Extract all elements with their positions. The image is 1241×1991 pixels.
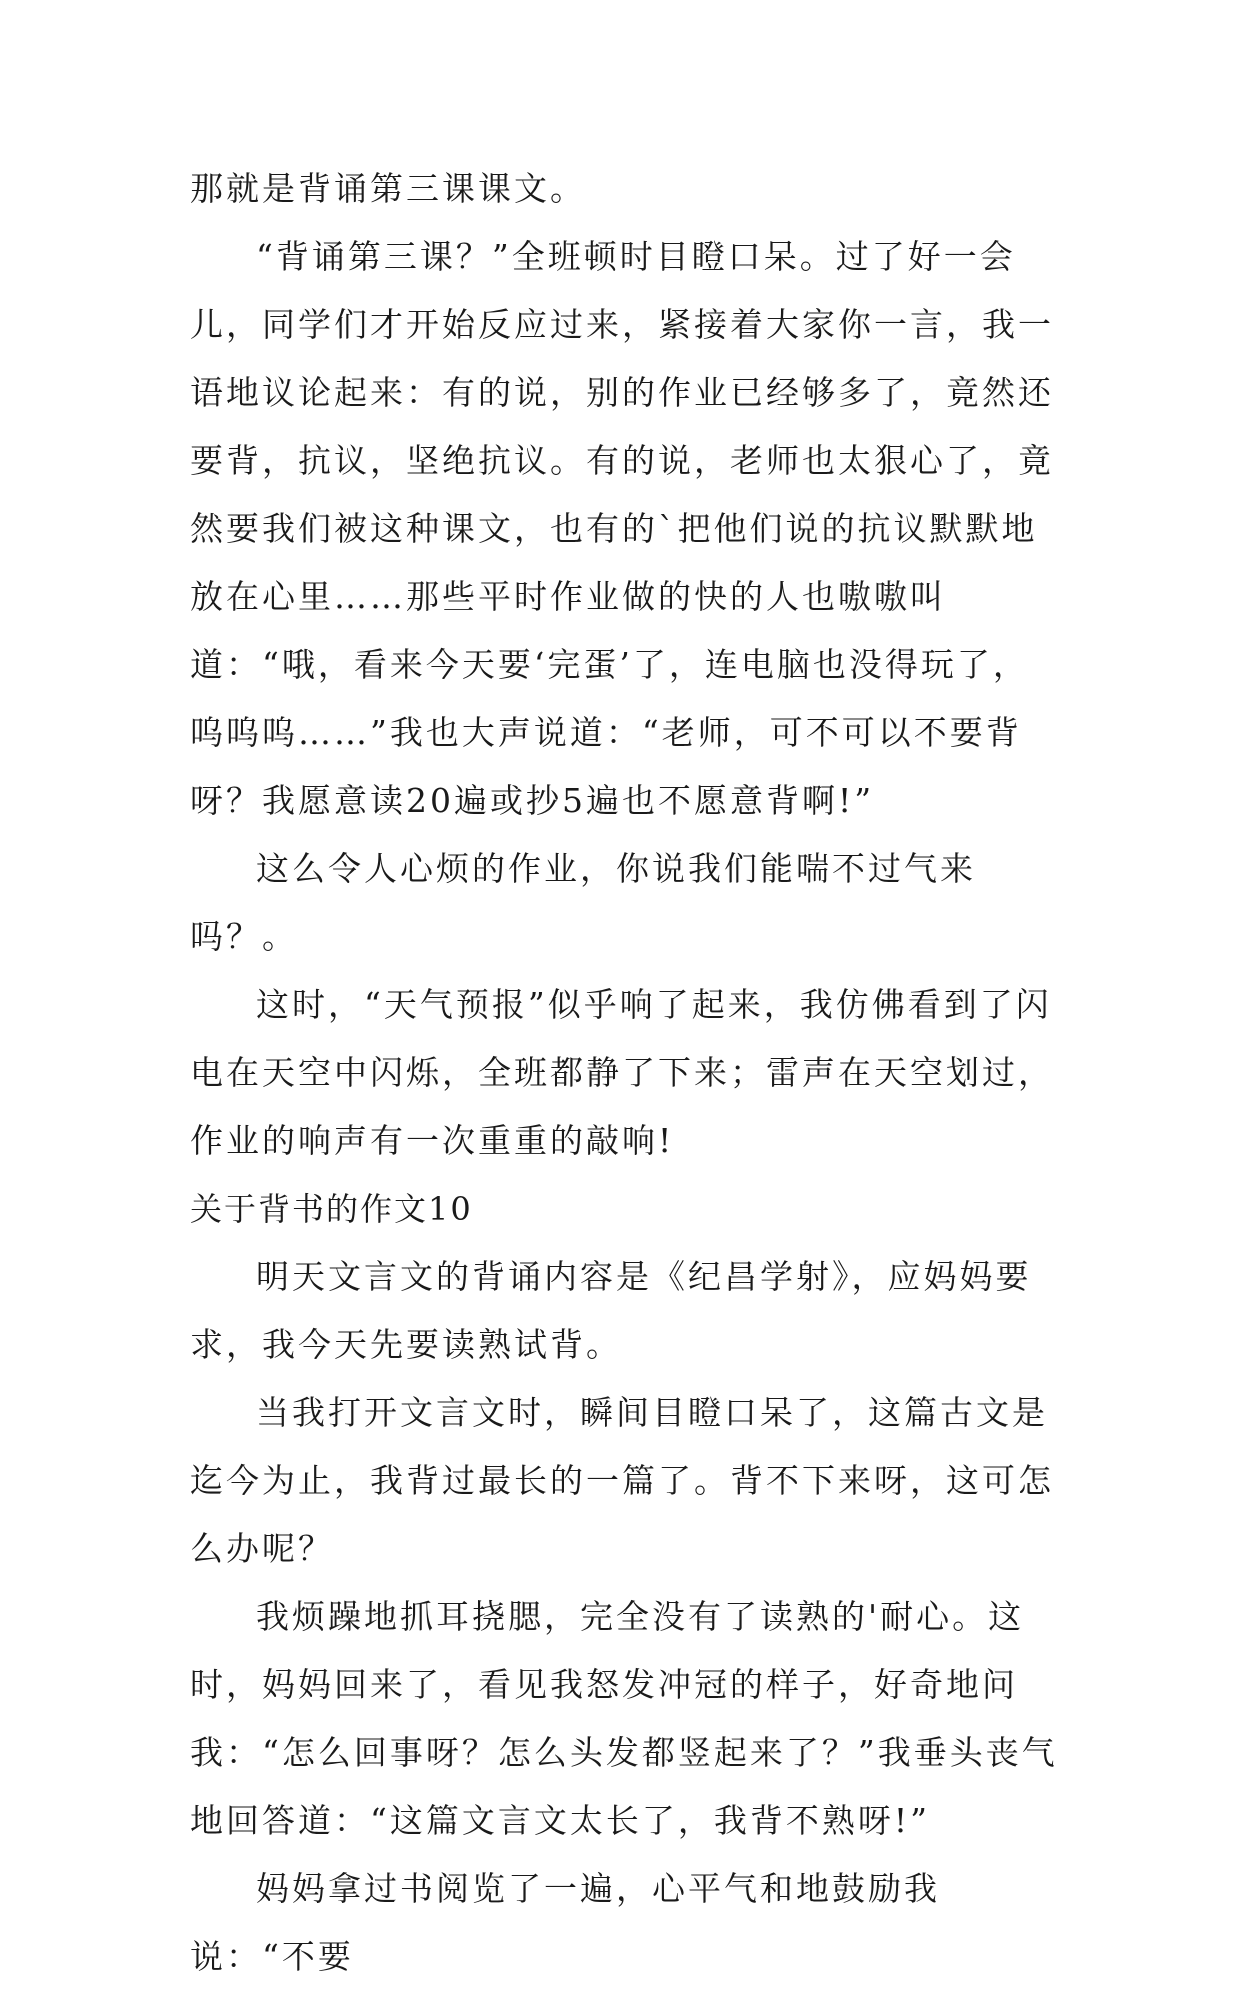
document-body bbox=[190, 155, 1060, 1991]
paragraph: 这么令人心烦的作业，你说我们能喘不过气来吗？。 bbox=[190, 849, 976, 956]
section-title: 关于背书的作文10 bbox=[190, 1190, 473, 1228]
paragraph: 当我打开文言文时，瞬间目瞪口呆了，这篇古文是迄今为止，我背过最长的一篇了。背不下来呀，这可怎么办呢？ bbox=[190, 1393, 1054, 1568]
paragraph: 这时，“天气预报”似乎响了起来，我仿佛看到了闪电在天空中闪烁，全班都静了下来；雷声在天空划过，作业的响声有一次重重的敲响! bbox=[190, 985, 1054, 1160]
paragraph: “背诵第三课？”全班顿时目瞪口呆。过了好一会儿，同学们才开始反应过来，紧接着大家你一言，我一语地议论起来：有的说，别的作业已经够多了，竟然还要背，抗议，坚绝抗议。有的说，老师也太狠心了，竟然要我们被这种课文，也有的`把他们说的抗议默默地放在心里……那些平时作业做的快的人也嗷嗷叫道：“哦，看来今天要‘完蛋’了，连电脑也没得玩了，呜呜呜……”我也大声说道：“老师，可不可以不要背呀？我愿意读20遍或抄5遍也不愿意背啊!” bbox=[190, 237, 1054, 820]
paragraph: 我烦躁地抓耳挠腮，完全没有了读熟的'耐心。这时，妈妈回来了，看见我怒发冲冠的样子，好奇地问我：“怎么回事呀？怎么头发都竖起来了？”我垂头丧气地回答道：“这篇文言文太长了，我背不熟呀!” bbox=[190, 1597, 1058, 1840]
paragraph: 那就是背诵第三课课文。 bbox=[190, 169, 586, 208]
paragraph: 明天文言文的背诵内容是《纪昌学射》，应妈妈要求，我今天先要读熟试背。 bbox=[190, 1257, 1032, 1364]
paragraph: 妈妈拿过书阅览了一遍，心平气和地鼓励我说：“不要 bbox=[190, 1869, 940, 1976]
